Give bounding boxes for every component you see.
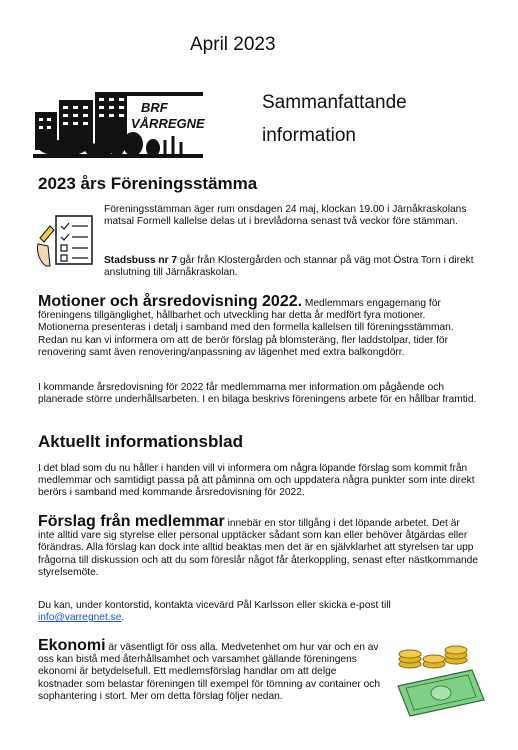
section-title-motioner: Motioner och årsredovisning 2022. bbox=[38, 293, 303, 310]
section-title-informationsblad: Aktuellt informationsblad bbox=[38, 432, 243, 451]
logo-text-varregnet: VÅRREGNET bbox=[131, 116, 205, 131]
section5-paragraph: är väsentligt för oss alla. Medvetenhet om hur var och en av oss kan bistå med återhållsamhet och varsamhet gällande föreningens ekonomi är betydelsefull. Ett medlemsförslag handlar om att delge kostnader som belastar föreningen till exempel för tömning av container och sophantering i stort. Mer om detta förslag följer nedan. bbox=[38, 642, 381, 702]
bus-line-label: Stadsbuss nr 7 bbox=[104, 255, 178, 266]
summary-line-2: information bbox=[262, 125, 356, 146]
section2-paragraph-2: I kommande årsredovisning för 2022 får medlemmarna mer information om pågående och planerade större underhållsarbeten. I en bilaga beskrivs föreningens arbete för en hållbar framtid. bbox=[38, 382, 477, 406]
contact-text: Du kan, under kontorstid, kontakta vicevärd Pål Karlsson eller skicka e-post till bbox=[38, 600, 391, 611]
section2-paragraph-1: Medlemmars engagemang för föreningens tillgänglighet, hållbarhet och utveckling har detta år medfört fyra motioner. Motionerna presenteras i detalj i samband med den formella kallelsen till föreningsstämman. Redan nu kan vi informera om att de berör förslag på blomsteräng, fler laddstolpar, tider för renovering samt även renovering/anpassning av lägenhet med extra balkongdörr. bbox=[38, 298, 454, 358]
section-forslag bbox=[38, 513, 478, 579]
checklist-icon bbox=[34, 212, 96, 268]
section1-paragraph-2 bbox=[104, 255, 479, 279]
summary-line-1: Sammanfattande bbox=[262, 92, 407, 113]
newsletter-date: April 2023 bbox=[190, 34, 276, 55]
section1-paragraph-1: Föreningsstämman äger rum onsdagen 24 maj, klockan 19.00 i Järnåkraskolans matsal Formell kallelse delas ut i brevlådorna senast två veckor före stämman. bbox=[104, 204, 467, 228]
section-title-foreningsstamma: 2023 års Föreningsstämma bbox=[38, 174, 258, 193]
section4-paragraph-1: innebär en stor tillgång i det löpande arbetet. Det är inte alltid vare sig styrelse eller personal upptäcker sådant som kan eller behöver åtgärdas eller förändras. Alla förslag kan dock inte alltid beaktas men det är en självklarhet att styrelsen tar upp frågorna till diskussion och att du som föreslår något får återkoppling, senast efter nästkommande styrelsemöte. bbox=[38, 518, 478, 578]
section-title-ekonomi: Ekonomi bbox=[38, 637, 106, 654]
section3-paragraph: I det blad som du nu håller i handen vill vi informera om några löpande förslag som kommit från medlemmar och samtidigt passa på att påminna om och uppdatera några punkter som inte direkt berörs i samband med kommande årsredovisning för 2022. bbox=[38, 463, 475, 499]
bus-line-text: går från Klostergården och stannar på väg mot Östra Torn i direkt anslutning till Järnåkraskolan. bbox=[104, 255, 474, 279]
section-motioner bbox=[38, 293, 478, 359]
summary-heading bbox=[262, 86, 407, 152]
section-ekonomi bbox=[38, 637, 383, 703]
section-title-forslag: Förslag från medlemmar bbox=[38, 513, 225, 530]
contact-text-end: . bbox=[121, 612, 125, 624]
brf-logo bbox=[33, 82, 205, 160]
money-icon bbox=[390, 640, 490, 720]
section4-paragraph-2 bbox=[38, 600, 478, 624]
logo-text-brf: BRF bbox=[141, 100, 168, 115]
email-link[interactable]: info@varregnet.se bbox=[38, 612, 122, 624]
